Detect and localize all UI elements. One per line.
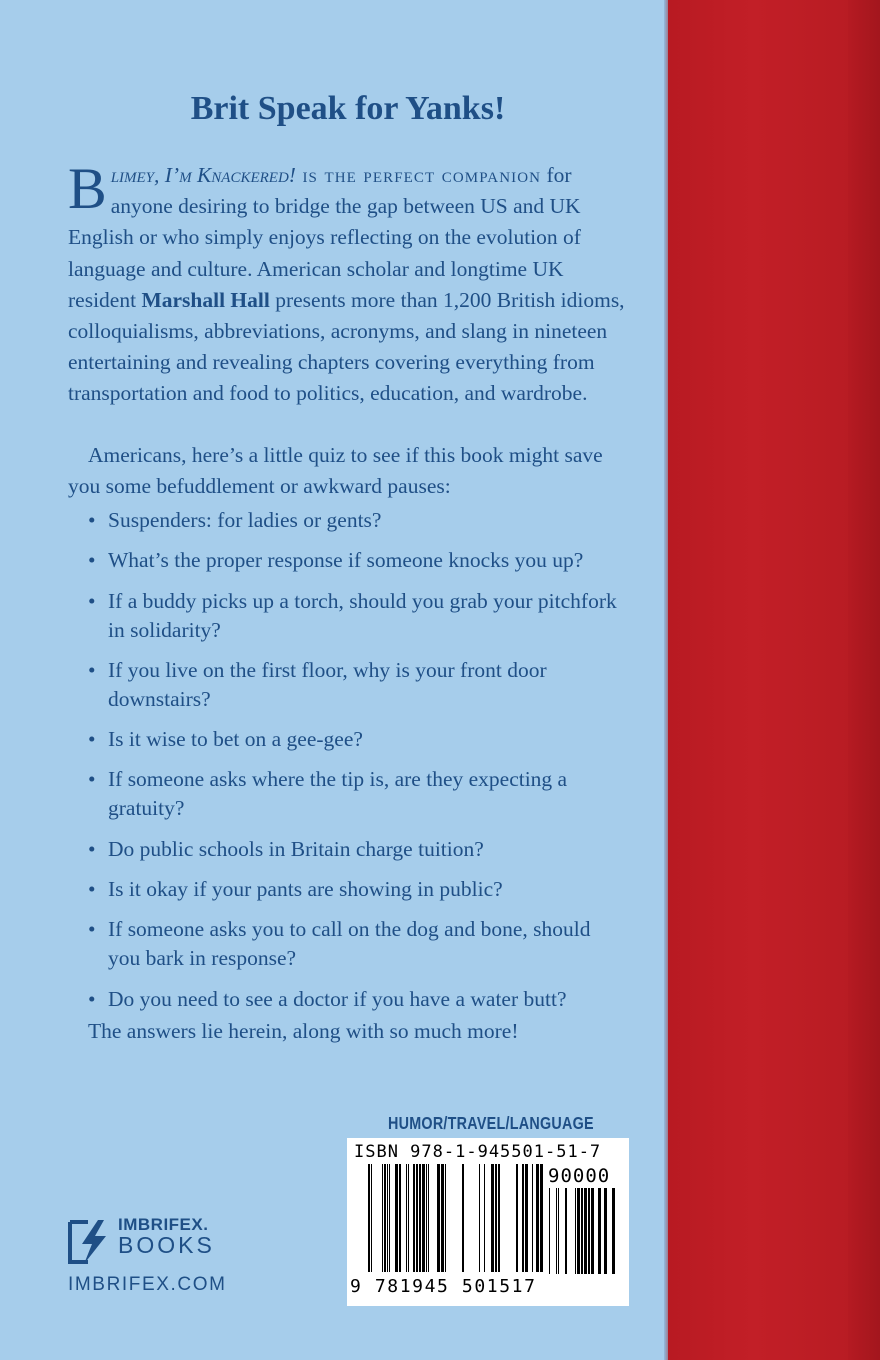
barcode-bar	[532, 1164, 533, 1272]
bullet-icon: •	[88, 657, 96, 682]
barcode-bar	[384, 1164, 386, 1272]
barcode-bar	[495, 1164, 497, 1272]
barcode-bar	[522, 1164, 524, 1272]
barcode-bar	[536, 1164, 539, 1272]
quiz-list	[88, 506, 628, 1025]
quiz-question: Do public schools in Britain charge tuition?	[108, 836, 484, 861]
bullet-icon: •	[88, 986, 96, 1011]
quiz-question: Suspenders: for ladies or gents?	[108, 508, 382, 532]
barcode-bar	[399, 1164, 401, 1272]
barcode-bar	[484, 1164, 485, 1272]
isbn-barcode	[368, 1164, 544, 1272]
barcode-bar	[416, 1164, 418, 1272]
quiz-item	[88, 546, 628, 575]
intro-paragraph	[68, 156, 634, 410]
bullet-icon: •	[88, 836, 96, 861]
barcode-bar	[491, 1164, 494, 1272]
barcode-bar	[584, 1188, 587, 1274]
barcode-bar	[368, 1164, 370, 1272]
quiz-question: If someone asks where the tip is, are they expecting a gratuity?	[108, 767, 568, 821]
barcode-bar	[525, 1164, 528, 1272]
barcode-bar	[413, 1164, 415, 1272]
barcode-bar	[540, 1164, 543, 1272]
author-name: Marshall Hall	[141, 287, 270, 312]
quiz-item	[88, 915, 628, 973]
quiz-question: If a buddy picks up a torch, should you grab your pitchfork in solidarity?	[108, 588, 617, 642]
closing-line: The answers lie herein, along with so much more!	[88, 1019, 519, 1043]
intro-text-end: presents more than 1,200 British idioms, colloquialisms, abbreviations, acronyms, and slang in nineteen entertaining and revealing chapters covering everything from transportation and food to politics, education, and wardrobe.	[68, 287, 625, 406]
category-label: HUMOR/TRAVEL/LANGUAGE	[388, 1113, 594, 1133]
bullet-icon: •	[88, 508, 96, 532]
barcode-bar	[437, 1164, 440, 1272]
lightning-logo-icon	[68, 1218, 112, 1266]
quiz-item	[88, 656, 628, 714]
bullet-icon: •	[88, 727, 96, 752]
barcode-bar	[462, 1164, 464, 1272]
barcode-bar	[591, 1188, 594, 1274]
barcode-bar	[604, 1188, 607, 1274]
barcode-bar	[598, 1188, 601, 1274]
bullet-icon: •	[88, 588, 96, 613]
barcode-bar	[419, 1164, 421, 1272]
bullet-icon: •	[88, 548, 96, 573]
quiz-item	[88, 725, 628, 754]
quiz-question: Is it okay if your pants are showing in public?	[108, 877, 503, 902]
barcode-bar	[577, 1188, 580, 1274]
publisher-block	[68, 1212, 268, 1302]
barcode-bar	[395, 1164, 398, 1272]
quiz-question: If someone asks you to call on the dog and bone, should you bark in response?	[108, 917, 591, 971]
quiz-lead: Americans, here’s a little quiz to see if this book might save you some befuddlement or awkward pauses:	[68, 443, 603, 499]
barcode-bar	[612, 1188, 615, 1274]
bullet-icon: •	[88, 767, 96, 792]
barcode-bar	[581, 1188, 583, 1274]
barcode-bar	[389, 1164, 390, 1272]
drop-cap: B	[68, 156, 107, 221]
barcode-bar	[479, 1164, 480, 1272]
barcode-digits: 9 781945 501517	[350, 1276, 537, 1297]
price-code: 90000	[548, 1165, 611, 1187]
barcode-bar	[575, 1188, 576, 1274]
barcode-bar	[406, 1164, 407, 1272]
quiz-item	[88, 506, 628, 535]
quiz-item	[88, 587, 628, 645]
quiz-question: What’s the proper response if someone knocks you up?	[108, 548, 584, 573]
barcode-bar	[556, 1188, 557, 1274]
quiz-question: Do you need to see a doctor if you have a water butt?	[108, 986, 567, 1011]
barcode-bar	[382, 1164, 383, 1272]
publisher-name: IMBRIFEX.	[118, 1215, 209, 1234]
quiz-question: Is it wise to bet on a gee-gee?	[108, 727, 363, 752]
barcode-bar	[426, 1164, 427, 1272]
quiz-item	[88, 985, 628, 1014]
barcode-bar	[408, 1164, 409, 1272]
barcode-bar	[516, 1164, 518, 1272]
intro-smallcaps: is the perfect companion	[295, 163, 542, 187]
quiz-item	[88, 765, 628, 823]
quiz-item	[88, 835, 628, 864]
isbn-label: ISBN 978-1-945501-51-7	[354, 1142, 602, 1162]
barcode-bar	[588, 1188, 590, 1274]
bullet-icon: •	[88, 877, 96, 902]
barcode-bar	[445, 1164, 446, 1272]
headline: Brit Speak for Yanks!	[190, 90, 506, 127]
intro-text: for anyone desiring to bridge the gap between US and UK English or who simply enjoys reflecting on the evolution of language and culture. American scholar and longtime UK resident	[68, 163, 581, 312]
bullet-icon: •	[88, 917, 96, 942]
barcode-bar	[422, 1164, 425, 1272]
quiz-question: If you live on the first floor, why is your front door downstairs?	[108, 657, 547, 711]
publisher-books: BOOKS	[118, 1232, 215, 1258]
price-barcode	[546, 1188, 616, 1274]
book-title: limey, I’m Knackered!	[110, 163, 296, 187]
publisher-url[interactable]: IMBRIFEX.COM	[68, 1274, 227, 1295]
barcode-bar	[428, 1164, 429, 1272]
quiz-item	[88, 875, 628, 904]
barcode-bar	[549, 1188, 550, 1274]
barcode-bar	[565, 1188, 567, 1274]
barcode-bar	[441, 1164, 444, 1272]
barcode-bar	[498, 1164, 500, 1272]
barcode-bar	[558, 1188, 559, 1274]
spine-shadow	[848, 0, 880, 1360]
barcode-bar	[387, 1164, 388, 1272]
barcode-bar	[371, 1164, 372, 1272]
